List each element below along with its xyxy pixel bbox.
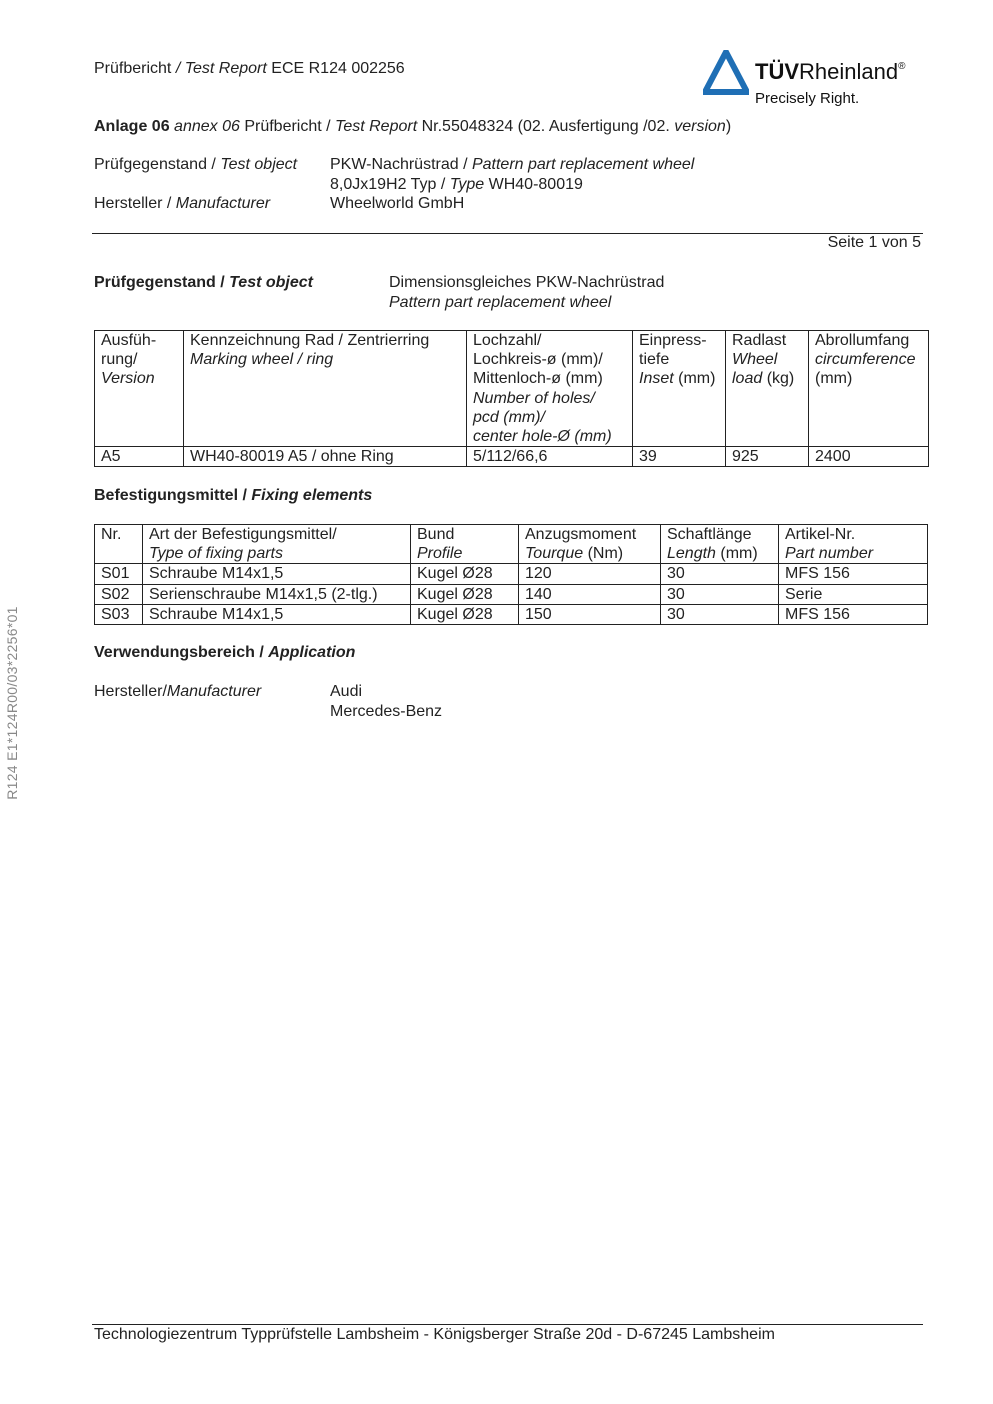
manufacturer-value: Wheelworld GmbH [330, 195, 465, 212]
object-section-value: Dimensionsgleiches PKW-Nachrüstrad Pattern part replacement wheel [389, 274, 665, 311]
logo-brand: TÜVRheinland® [755, 59, 906, 84]
header-circumference: Abrollumfang circumference (mm) [809, 331, 929, 447]
table-row: S01 Schraube M14x1,5 Kugel Ø28 120 30 MFS 156 [95, 564, 928, 584]
header-length: Schaftlänge Length (mm) [661, 525, 779, 564]
report-label-en: / Test Report [175, 60, 267, 77]
annex-line: Anlage 06 annex 06 Prüfbericht / Test Report Nr.55048324 (02. Ausfertigung /02. version) [94, 118, 732, 135]
report-id: ECE R124 002256 [266, 60, 405, 77]
test-object-value: PKW-Nachrüstrad / Pattern part replacement wheel 8,0Jx19H2 Typ / Type WH40-80019 Wheelworld GmbH [330, 156, 695, 212]
list-item: Audi [330, 683, 363, 700]
header-wheel-load: Radlast Wheel load (kg) [726, 331, 809, 447]
manufacturer-label: Hersteller / Manufacturer [94, 195, 271, 212]
test-object-label: Prüfgegenstand / Test object [94, 156, 298, 173]
page-number: Seite 1 von 5 [827, 234, 921, 251]
application-manufacturer-list [330, 682, 442, 721]
header-inset: Einpress- tiefe Inset (mm) [633, 331, 726, 447]
list-item: Mercedes-Benz [330, 702, 443, 720]
header-profile: Bund Profile [411, 525, 519, 564]
logo-tagline: Precisely Right. [755, 90, 860, 107]
table-row: S02 Serienschraube M14x1,5 (2-tlg.) Kugel Ø28 140 30 Serie [95, 584, 928, 604]
footer-divider [92, 1324, 923, 1325]
application-section-title: Verwendungsbereich / Application [94, 644, 356, 661]
table-row: A5 WH40-80019 A5 / ohne Ring 5/112/66,6 39 925 2400 [95, 447, 929, 467]
object-section-title: Prüfgegenstand / Test object [94, 274, 313, 291]
header-fixing-type: Art der Befestigungsmittel/ Type of fixing parts [143, 525, 411, 564]
header-nr: Nr. [95, 525, 143, 564]
fixing-table-header [95, 525, 928, 564]
tuv-rheinland-logo [703, 50, 925, 112]
application-manufacturer-label: Hersteller/Manufacturer [94, 683, 262, 700]
triangle-logo-icon [703, 50, 749, 96]
footer-address: Technologiezentrum Typprüfstelle Lambsheim - Königsberger Straße 20d - D-67245 Lambsheim [94, 1326, 775, 1343]
report-header [94, 60, 405, 78]
header-divider [92, 233, 923, 234]
wheel-table [94, 330, 929, 467]
header-holes: Lochzahl/ Lochkreis-ø (mm)/ Mittenloch-ø (mm) Number of holes/ pcd (mm)/ center hole-Ø (mm) [467, 331, 633, 447]
report-label-de: Prüfbericht [94, 60, 176, 77]
header-torque: Anzugsmoment Tourque (Nm) [519, 525, 661, 564]
table-row: S03 Schraube M14x1,5 Kugel Ø28 150 30 MFS 156 [95, 604, 928, 624]
fixing-section-title: Befestigungsmittel / Fixing elements [94, 487, 373, 504]
header-version: Ausfüh- rung/ Version [95, 331, 184, 447]
approval-code-vertical: R124 E1*124R00/03*2256*01 [4, 606, 20, 800]
header-part-number: Artikel-Nr. Part number [779, 525, 928, 564]
header-marking: Kennzeichnung Rad / Zentrierring Marking wheel / ring [184, 331, 467, 447]
fixing-table [94, 524, 928, 625]
wheel-table-header [95, 331, 929, 447]
